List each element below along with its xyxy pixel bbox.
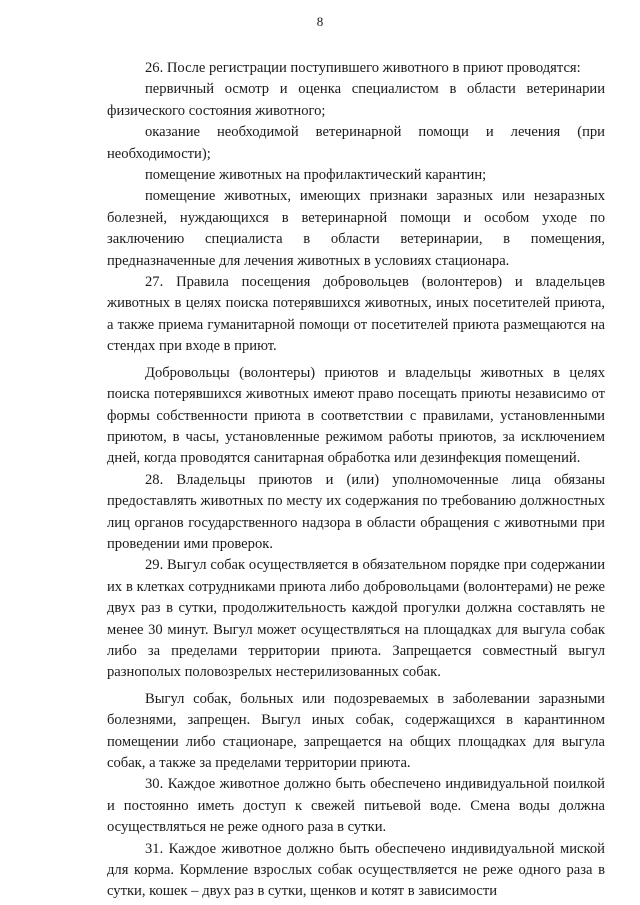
paragraph-28: 28. Владельцы приютов и (или) уполномоченные лица обязаны предоставлять животных по месту их содержания по требованию должностных лиц органов государственного надзора в области обращения с животными при проведении ими проверок.	[107, 471, 605, 552]
document-body	[107, 58, 605, 903]
paragraph-26-item-1: первичный осмотр и оценка специалистом в области ветеринарии физического состояния животного;	[107, 81, 605, 119]
paragraph-26-item-2: оказание необходимой ветеринарной помощи и лечения (при необходимости);	[107, 124, 605, 162]
paragraph-30: 30. Каждое животное должно быть обеспечено индивидуальной поилкой и постоянно иметь доступ к свежей питьевой воде. Смена воды должна осуществляться не реже одного раза в сутки.	[107, 776, 605, 836]
paragraph-29: 29. Выгул собак осуществляется в обязательном порядке при содержании их в клетках сотрудниками приюта либо добровольцами (волонтерами) не реже двух раз в сутки, продолжительность каждой прогулки должна составлять не менее 30 минут. Выгул может осуществляться на площадках для выгула собак либо за пределами территории приюта. Запрещается совместный выгул разнополых половозрелых нестерилизованных собак.	[107, 557, 605, 681]
page-number: 8	[316, 14, 324, 29]
paragraph-26-item-4: помещение животных, имеющих признаки заразных или незаразных болезней, нуждающихся в ветеринарной помощи и особом уходе по заключению специалиста в области ветеринарии, в помещения, предназначенные для лечения животных в условиях стационара.	[107, 188, 605, 269]
paragraph-29-sick-dogs: Выгул собак, больных или подозреваемых в заболевании заразными болезнями, запрещен. Выгул иных собак, содержащихся в карантинном помещении либо стационаре, запрещается на общих площадках для выгула собак, а также за пределами территории приюта.	[107, 690, 605, 771]
paragraph-27: 27. Правила посещения добровольцев (волонтеров) и владельцев животных в целях поиска потерявшихся животных, иных посетителей приюта, а также приема гуманитарной помощи от посетителей приюта размещаются на стендах при входе в приют.	[107, 274, 605, 355]
paragraph-26-intro: 26. После регистрации поступившего животного в приют проводятся:	[145, 60, 581, 76]
paragraph-27-volunteers: Добровольцы (волонтеры) приютов и владельцы животных в целях поиска потерявшихся животных имеют право посещать приюты независимо от формы собственности приюта в соответствии с правилами, установленными приютом, в часы, установленные режимом работы приютов, за исключением дней, когда проводятся санитарная обработка или дезинфекция помещений.	[107, 364, 605, 467]
paragraph-31: 31. Каждое животное должно быть обеспечено индивидуальной миской для корма. Кормление взрослых собак осуществляется не реже одного раза в сутки, кошек – двух раз в сутки, щенков и котят в зависимости	[107, 840, 605, 900]
paragraph-26-item-3: помещение животных на профилактический карантин;	[145, 167, 487, 184]
